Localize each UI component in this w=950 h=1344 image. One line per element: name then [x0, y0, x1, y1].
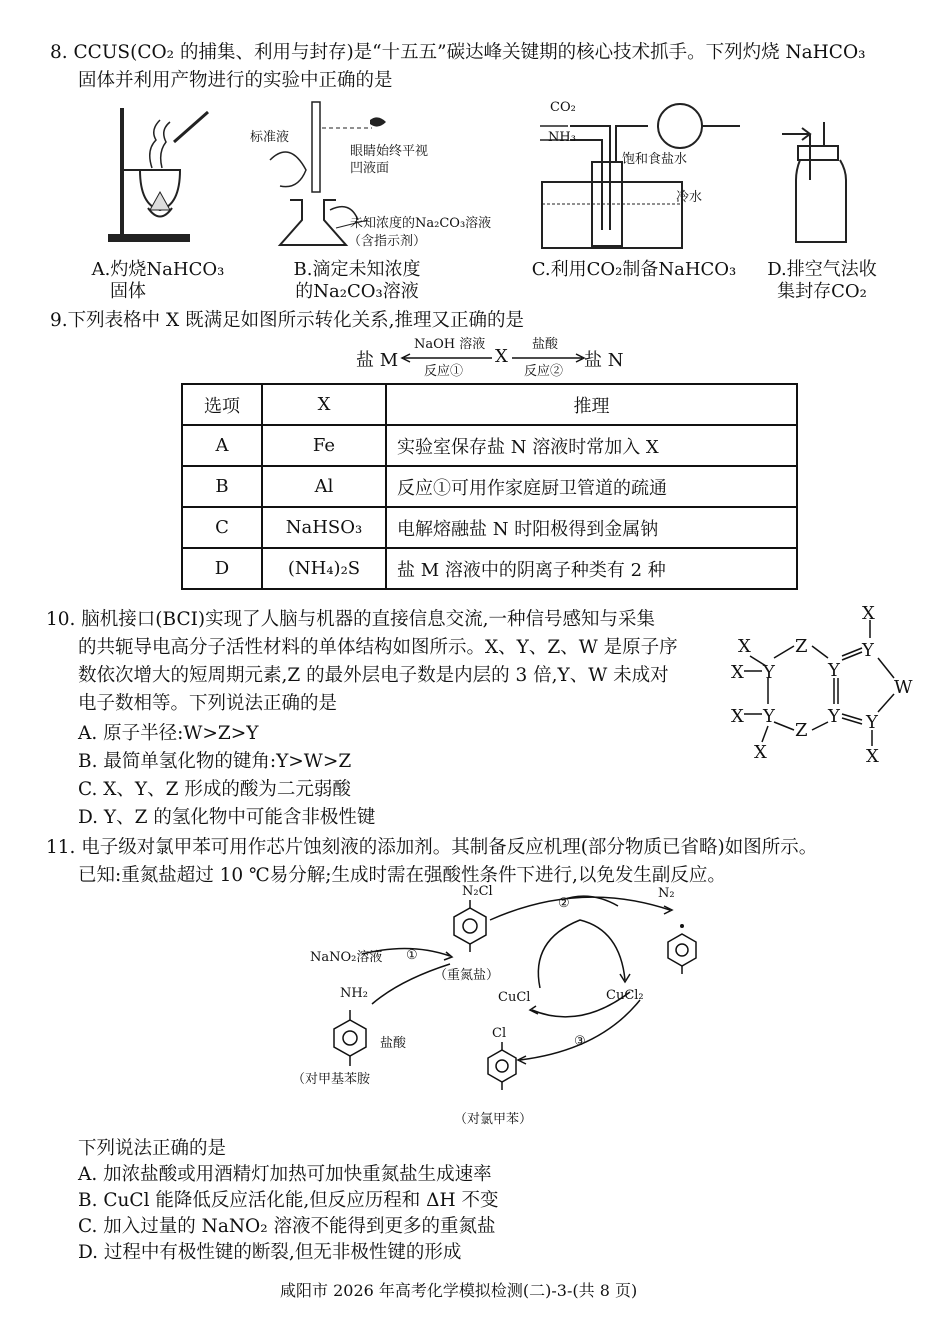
atom-z-top: Z [795, 636, 808, 657]
option-a-caption-2: 固体 [110, 281, 146, 302]
hcl-reagent: 盐酸 [532, 337, 559, 352]
header-reasoning: 推理 [386, 384, 797, 425]
row-option: C [182, 507, 262, 548]
standard-solution-label: 标准液 [250, 130, 290, 145]
atom-x-upper-left: X [738, 636, 751, 657]
cucl-catalyst: CuCl [498, 990, 531, 1005]
atom-y-lower-left: Y [763, 706, 775, 727]
q11-option-b[interactable]: B. CuCl 能降低反应活化能,但反应历程和 ΔH 不变 [78, 1190, 499, 1211]
q9-table [181, 383, 798, 590]
atom-x-bottom-right: X [866, 746, 879, 767]
cl-group: Cl [492, 1026, 507, 1041]
row-option: A [182, 425, 262, 466]
step-1-marker: ① [406, 948, 418, 963]
table-row [182, 548, 797, 589]
q8-stem-line2: 固体并利用产物进行的实验中正确的是 [78, 70, 393, 91]
atom-y-upper-left: Y [763, 662, 775, 683]
atom-z-bottom: Z [795, 720, 808, 741]
q11-prompt: 下列说法正确的是 [78, 1138, 227, 1159]
hcl-reagent-q11: 盐酸 [380, 1036, 407, 1051]
row-x: (NH₄)₂S [262, 548, 386, 589]
option-d-caption-1: D.排空气法收 [767, 259, 877, 280]
q10-stem-line3: 数依次增大的短周期元素,Z 的最外层电子数是内层的 3 倍,Y、W 未成对 [78, 665, 669, 686]
option-a-caption-1: A.灼烧NaHCO₃ [91, 259, 225, 280]
row-reasoning: 电解熔融盐 N 时阳极得到金属钠 [386, 507, 797, 548]
q9-scheme-arrows [400, 352, 590, 364]
n2-product: N₂ [658, 886, 675, 901]
row-x: Al [262, 466, 386, 507]
eye-note-line2: 凹液面 [350, 161, 390, 176]
salt-m: 盐 M [356, 350, 399, 371]
table-row [182, 466, 797, 507]
q10-option-d[interactable]: D. Y、Z 的氢化物中可能含非极性键 [78, 807, 376, 828]
chlorotoluene-label: （对氯甲苯） [454, 1112, 533, 1127]
step-2-marker: ② [558, 896, 570, 911]
n2cl-group: N₂Cl [462, 884, 493, 899]
atom-y-upper-right: Y [862, 640, 874, 661]
co2-inlet-label: CO₂ [550, 100, 576, 115]
toluidine-label: （对甲基苯胺 [292, 1072, 371, 1087]
table-row [182, 425, 797, 466]
nh2-group: NH₂ [340, 986, 368, 1001]
nano2-reagent: NaNO₂溶液 [310, 950, 383, 965]
q10-option-b[interactable]: B. 最简单氢化物的键角:Y>W>Z [78, 751, 352, 772]
option-c-caption: C.利用CO₂制备NaHCO₃ [531, 259, 737, 280]
option-b-caption-2: 的Na₂CO₃溶液 [295, 281, 419, 302]
row-x: NaHSO₃ [262, 507, 386, 548]
apparatus-d-diagram [780, 120, 870, 250]
apparatus-a-diagram [100, 100, 220, 250]
species-x: X [495, 346, 508, 367]
atom-y-lower-center: Y [828, 706, 840, 727]
table-row [182, 507, 797, 548]
q11-stem-line1: 11. 电子级对氯甲苯可用作芯片蚀刻液的添加剂。其制备反应机理(部分物质已省略)如图所示。 [46, 837, 818, 858]
row-reasoning: 反应①可用作家庭厨卫管道的疏通 [386, 466, 797, 507]
row-option: B [182, 466, 262, 507]
cucl2-species: CuCl₂ [606, 988, 644, 1003]
flask-note-line2: （含指示剂） [348, 234, 427, 249]
naoh-reagent: NaOH 溶液 [414, 337, 486, 352]
table-header-row [182, 384, 797, 425]
reaction-2-label: 反应② [524, 364, 564, 379]
eye-note-line1: 眼睛始终平视 [350, 144, 429, 159]
q10-stem-line1: 10. 脑机接口(BCI)实现了人脑与机器的直接信息交流,一种信号感知与采集 [46, 609, 656, 630]
atom-w: W [894, 677, 913, 698]
atom-x-left: X [731, 662, 744, 683]
row-reasoning: 盐 M 溶液中的阴离子种类有 2 种 [386, 548, 797, 589]
q9-stem: 9.下列表格中 X 既满足如图所示转化关系,推理又正确的是 [50, 310, 524, 331]
cold-water-label: 冷水 [676, 190, 703, 205]
option-b-caption-1: B.滴定未知浓度 [293, 259, 421, 280]
nh3-inlet-label: NH₃ [548, 130, 576, 145]
q11-stem-line2: 已知:重氮盐超过 10 ℃易分解;生成时需在强酸性条件下进行,以免发生副反应。 [78, 865, 726, 886]
atom-x-top: X [862, 603, 875, 624]
header-x: X [262, 384, 386, 425]
row-option: D [182, 548, 262, 589]
q11-option-c[interactable]: C. 加入过量的 NaNO₂ 溶液不能得到更多的重氮盐 [78, 1216, 496, 1237]
atom-x-lower-left: X [731, 706, 744, 727]
reaction-1-label: 反应① [424, 364, 464, 379]
diazonium-label: （重氮盐） [434, 968, 500, 983]
flask-note-line1: 未知浓度的Na₂CO₃溶液 [350, 216, 492, 231]
option-d-caption-2: 集封存CO₂ [777, 281, 867, 302]
brine-label: 饱和食盐水 [622, 152, 688, 167]
q10-option-c[interactable]: C. X、Y、Z 形成的酸为二元弱酸 [78, 779, 351, 800]
q10-structure-diagram [722, 598, 922, 768]
atom-y-lower-right: Y [866, 712, 878, 733]
salt-n: 盐 N [584, 350, 624, 371]
q10-stem-line4: 电子数相等。下列说法正确的是 [78, 693, 338, 714]
q10-stem-line2: 的共轭导电高分子活性材料的单体结构如图所示。X、Y、Z、W 是原子序 [78, 637, 678, 658]
q11-option-a[interactable]: A. 加浓盐酸或用酒精灯加热可加快重氮盐生成速率 [78, 1164, 492, 1185]
q8-stem-line1: 8. CCUS(CO₂ 的捕集、利用与封存)是“十五五”碳达峰关键期的核心技术抓手。下列灼烧 NaHCO₃ [50, 42, 866, 63]
apparatus-c-diagram [540, 100, 750, 250]
page-footer: 咸阳市 2026 年高考化学模拟检测(二)-3-(共 8 页) [280, 1281, 638, 1300]
atom-x-bottom-left: X [754, 742, 767, 763]
q10-option-a[interactable]: A. 原子半径:W>Z>Y [78, 723, 259, 744]
step-3-marker: ③ [574, 1034, 586, 1049]
row-x: Fe [262, 425, 386, 466]
header-option: 选项 [182, 384, 262, 425]
q11-option-d[interactable]: D. 过程中有极性键的断裂,但无非极性键的形成 [78, 1242, 462, 1263]
row-reasoning: 实验室保存盐 N 溶液时常加入 X [386, 425, 797, 466]
atom-y-upper-center: Y [828, 660, 840, 681]
